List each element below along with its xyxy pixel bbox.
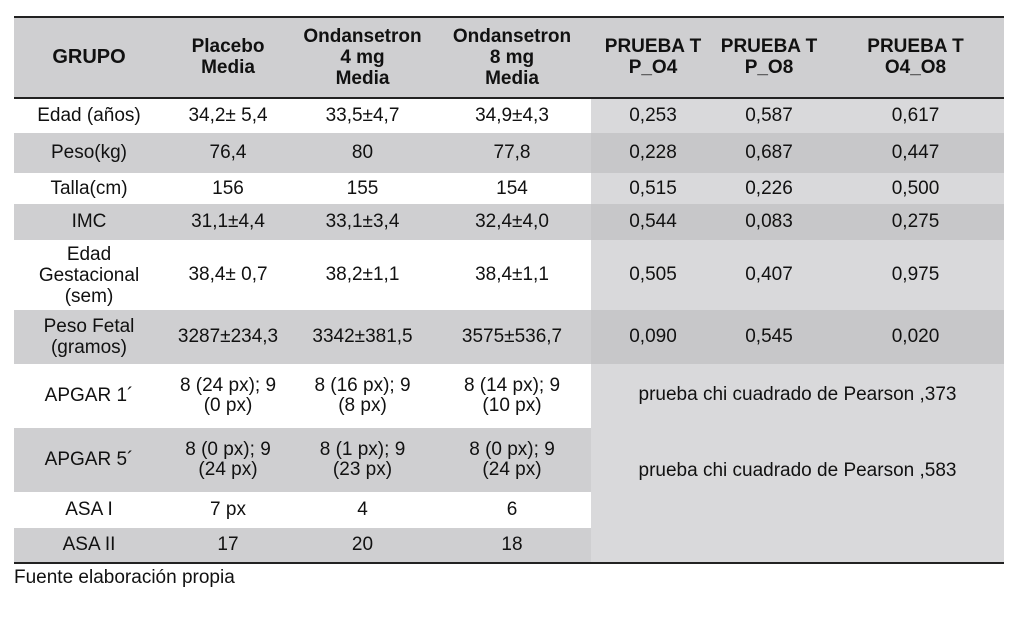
chi-square-apgar1: prueba chi cuadrado de Pearson ,373 — [638, 384, 957, 405]
table-row: IMC 31,1±4,4 33,1±3,4 32,4±4,0 0,544 0,083 0,275 — [14, 204, 1004, 240]
table-row: Peso(kg) 76,4 80 77,8 0,228 0,687 0,447 — [14, 133, 1004, 173]
table-row: ASA II 17 20 18 — [14, 528, 1004, 562]
bottom-rule — [14, 562, 1004, 564]
header-prueba-t-p-o4: PRUEBA T P_O4 — [604, 36, 702, 78]
table-row: Peso Fetal (gramos) 3287±234,3 3342±381,5 3575±536,7 0,090 0,545 0,020 — [14, 310, 1004, 364]
table-header — [14, 16, 1004, 98]
header-placebo: Placebo Media — [191, 36, 265, 78]
table-row: Edad (años) 34,2± 5,4 33,5±4,7 34,9±4,3 0,253 0,587 0,617 — [14, 99, 1004, 133]
header-grupo: GRUPO — [52, 45, 126, 68]
chi-square-apgar5: prueba chi cuadrado de Pearson ,583 — [638, 460, 957, 481]
top-rule — [14, 16, 1004, 18]
header-ondansetron-8mg: Ondansetron 8 mg Media — [452, 25, 572, 89]
table-row: ASA I 7 px 4 6 — [65, 499, 518, 520]
table-row: APGAR 5´ 8 (0 px); 9 (24 px) 8 (1 px); 9 (23 px) 8 (0 px); 9 (24 px) — [14, 428, 1004, 492]
header-ondansetron-4mg: Ondansetron 4 mg Media — [303, 25, 422, 89]
source-note: Fuente elaboración propia — [14, 567, 235, 588]
table-row: APGAR 1´ 8 (24 px); 9 (0 px) 8 (16 px); 9 (8 px) 8 (14 px); 9 (10 px) — [44, 375, 561, 416]
header-prueba-t-p-o8: PRUEBA T P_O8 — [720, 36, 818, 78]
table-row: Talla(cm) 156 155 154 0,515 0,226 0,500 — [14, 173, 1004, 204]
table-row: Edad Gestacional (sem) 38,4± 0,7 38,2±1,1 38,4±1,1 0,505 0,407 0,975 — [14, 240, 1004, 310]
header-prueba-t-o4-o8: PRUEBA T O4_O8 — [867, 36, 964, 78]
